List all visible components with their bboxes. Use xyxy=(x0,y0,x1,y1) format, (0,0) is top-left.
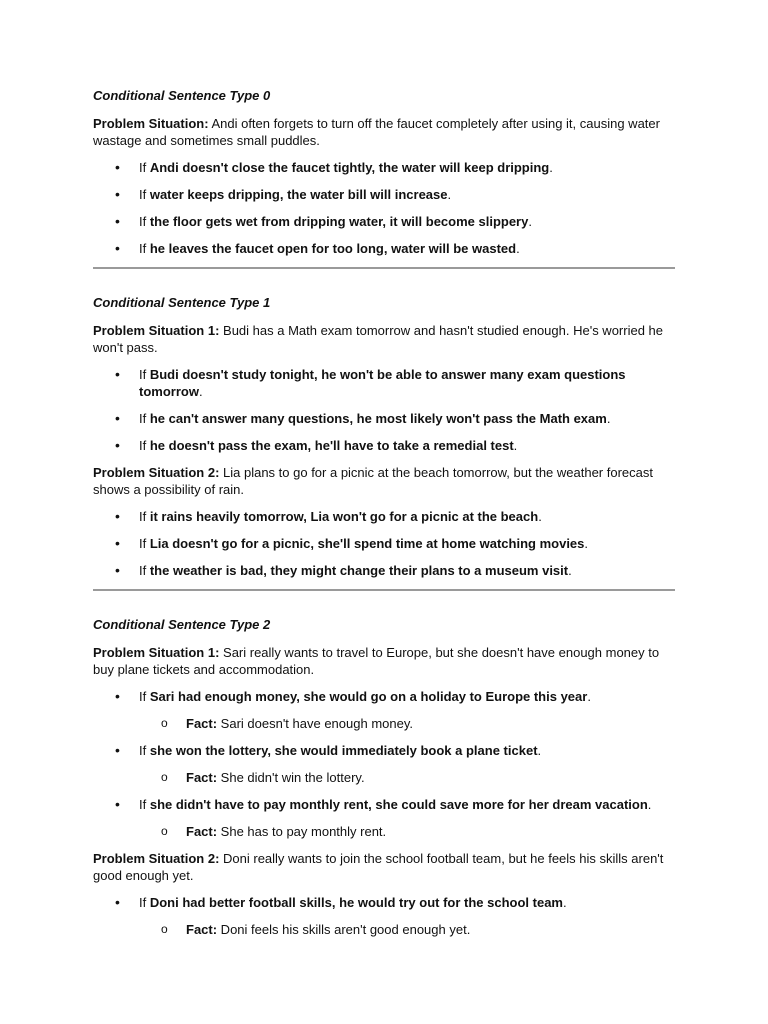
item-suffix: . xyxy=(587,689,591,704)
item-prefix: If xyxy=(139,536,150,551)
section-divider xyxy=(93,267,675,269)
item-suffix: . xyxy=(568,563,572,578)
fact-label: Fact: xyxy=(186,716,218,731)
problem-situation xyxy=(93,464,675,498)
section-heading: Conditional Sentence Type 2 xyxy=(93,617,271,632)
conditional-item xyxy=(93,796,675,813)
item-suffix: . xyxy=(528,214,532,229)
problem-situation-label: Problem Situation: xyxy=(93,116,209,131)
conditional-item xyxy=(93,535,675,552)
conditional-item xyxy=(93,159,675,176)
problem-situation xyxy=(93,850,675,884)
bullet-icon: • xyxy=(115,366,120,382)
conditional-list xyxy=(93,508,675,579)
item-suffix: . xyxy=(549,160,553,175)
fact-text: She has to pay monthly rent. xyxy=(217,824,387,839)
problem-situation-text: Budi has a Math exam tomorrow and hasn't studied enough. He's worried he won't pass. xyxy=(93,323,664,355)
item-suffix: . xyxy=(563,895,567,910)
document-content xyxy=(93,87,675,948)
problem-situation xyxy=(93,322,675,356)
problem-situation-label: Problem Situation 1: xyxy=(93,645,220,660)
item-prefix: If xyxy=(139,743,150,758)
item-clause: he can't answer many questions, he most likely won't pass the Math exam xyxy=(149,411,607,426)
item-prefix: If xyxy=(139,563,150,578)
fact-item xyxy=(93,823,675,840)
item-clause: she didn't have to pay monthly rent, she could save more for her dream vacation xyxy=(149,797,648,812)
item-clause: Lia doesn't go for a picnic, she'll spend time at home watching movies xyxy=(149,536,585,551)
item-clause: Budi doesn't study tonight, he won't be able to answer many exam questions tomorrow xyxy=(139,367,626,399)
item-suffix: . xyxy=(606,411,611,426)
item-clause: the floor gets wet from dripping water, it will become slippery xyxy=(149,214,529,229)
bullet-icon: • xyxy=(115,410,120,426)
problem-situation-text: Lia plans to go for a picnic at the beach tomorrow, but the weather forecast shows a possibility of rain. xyxy=(93,465,653,497)
problem-situation xyxy=(93,115,675,149)
conditional-item xyxy=(93,213,675,230)
item-prefix: If xyxy=(139,895,150,910)
item-prefix: If xyxy=(139,367,150,382)
item-suffix: . xyxy=(513,438,518,453)
problem-situation-text: Doni really wants to join the school football team, but he feels his skills aren't good enough yet. xyxy=(93,851,664,883)
item-clause: Doni had better football skills, he would try out for the school team xyxy=(149,895,563,910)
conditional-list xyxy=(93,366,675,454)
conditional-item xyxy=(93,437,675,454)
item-clause: the weather is bad, they might change their plans to a museum visit xyxy=(149,563,569,578)
item-clause: water keeps dripping, the water bill will increase xyxy=(149,187,448,202)
problem-situation-label: Problem Situation 1: xyxy=(93,323,220,338)
conditional-item xyxy=(93,410,675,427)
item-suffix: . xyxy=(538,509,542,524)
problem-situation-label: Problem Situation 2: xyxy=(93,465,220,480)
bullet-icon: • xyxy=(115,742,120,758)
fact-item xyxy=(93,715,675,732)
fact-label: Fact: xyxy=(186,922,218,937)
conditional-item xyxy=(93,562,675,579)
fact-text: She didn't win the lottery. xyxy=(217,770,365,785)
item-suffix: . xyxy=(198,384,203,399)
sub-bullet-icon: o xyxy=(161,824,168,838)
conditional-list xyxy=(93,159,675,257)
problem-situation-label: Problem Situation 2: xyxy=(93,851,220,866)
conditional-item xyxy=(93,240,675,257)
item-clause: Andi doesn't close the faucet tightly, the water will keep dripping xyxy=(149,160,550,175)
conditional-item xyxy=(93,186,675,203)
bullet-icon: • xyxy=(115,213,120,229)
item-prefix: If xyxy=(139,214,150,229)
item-clause: it rains heavily tomorrow, Lia won't go for a picnic at the beach xyxy=(149,509,539,524)
section-heading: Conditional Sentence Type 0 xyxy=(93,88,271,103)
sub-bullet-icon: o xyxy=(161,770,168,784)
fact-text: Sari doesn't have enough money. xyxy=(217,716,413,731)
conditional-list xyxy=(93,688,675,840)
item-prefix: If xyxy=(139,438,150,453)
sub-bullet-icon: o xyxy=(161,922,168,936)
conditional-item xyxy=(93,508,675,525)
conditional-list xyxy=(93,894,675,938)
item-prefix: If xyxy=(139,241,150,256)
item-prefix: If xyxy=(139,689,150,704)
bullet-icon: • xyxy=(115,796,120,812)
section-heading: Conditional Sentence Type 1 xyxy=(93,295,271,310)
bullet-icon: • xyxy=(115,240,120,256)
bullet-icon: • xyxy=(115,535,120,551)
item-suffix: . xyxy=(584,536,589,551)
item-prefix: If xyxy=(139,187,150,202)
conditional-item xyxy=(93,894,675,911)
bullet-icon: • xyxy=(115,437,120,453)
item-prefix: If xyxy=(139,797,150,812)
bullet-icon: • xyxy=(115,688,120,704)
conditional-item xyxy=(93,742,675,759)
sub-bullet-icon: o xyxy=(161,716,168,730)
bullet-icon: • xyxy=(115,562,120,578)
item-suffix: . xyxy=(447,187,452,202)
item-clause: Sari had enough money, she would go on a holiday to Europe this year xyxy=(149,689,588,704)
section-divider xyxy=(93,589,675,591)
item-clause: he doesn't pass the exam, he'll have to take a remedial test xyxy=(149,438,514,453)
fact-label: Fact: xyxy=(186,824,218,839)
item-clause: she won the lottery, she would immediately book a plane ticket xyxy=(149,743,538,758)
bullet-icon: • xyxy=(115,894,120,910)
conditional-item xyxy=(93,688,675,705)
fact-item xyxy=(93,921,675,938)
bullet-icon: • xyxy=(115,508,120,524)
item-prefix: If xyxy=(139,509,150,524)
conditional-item xyxy=(93,366,675,400)
fact-item xyxy=(93,769,675,786)
problem-situation-text: Andi often forgets to turn off the faucet completely after using it, causing water wastage and sometimes small puddles. xyxy=(93,116,660,148)
bullet-icon: • xyxy=(115,159,120,175)
item-suffix: . xyxy=(647,797,652,812)
item-suffix: . xyxy=(516,241,520,256)
problem-situation xyxy=(93,644,675,678)
fact-label: Fact: xyxy=(186,770,218,785)
bullet-icon: • xyxy=(115,186,120,202)
fact-text: Doni feels his skills aren't good enough yet. xyxy=(217,922,471,937)
item-clause: he leaves the faucet open for too long, water will be wasted xyxy=(149,241,517,256)
item-prefix: If xyxy=(139,160,150,175)
item-prefix: If xyxy=(139,411,150,426)
item-suffix: . xyxy=(537,743,542,758)
problem-situation-text: Sari really wants to travel to Europe, but she doesn't have enough money to buy plane tickets and accommodation. xyxy=(93,645,660,677)
